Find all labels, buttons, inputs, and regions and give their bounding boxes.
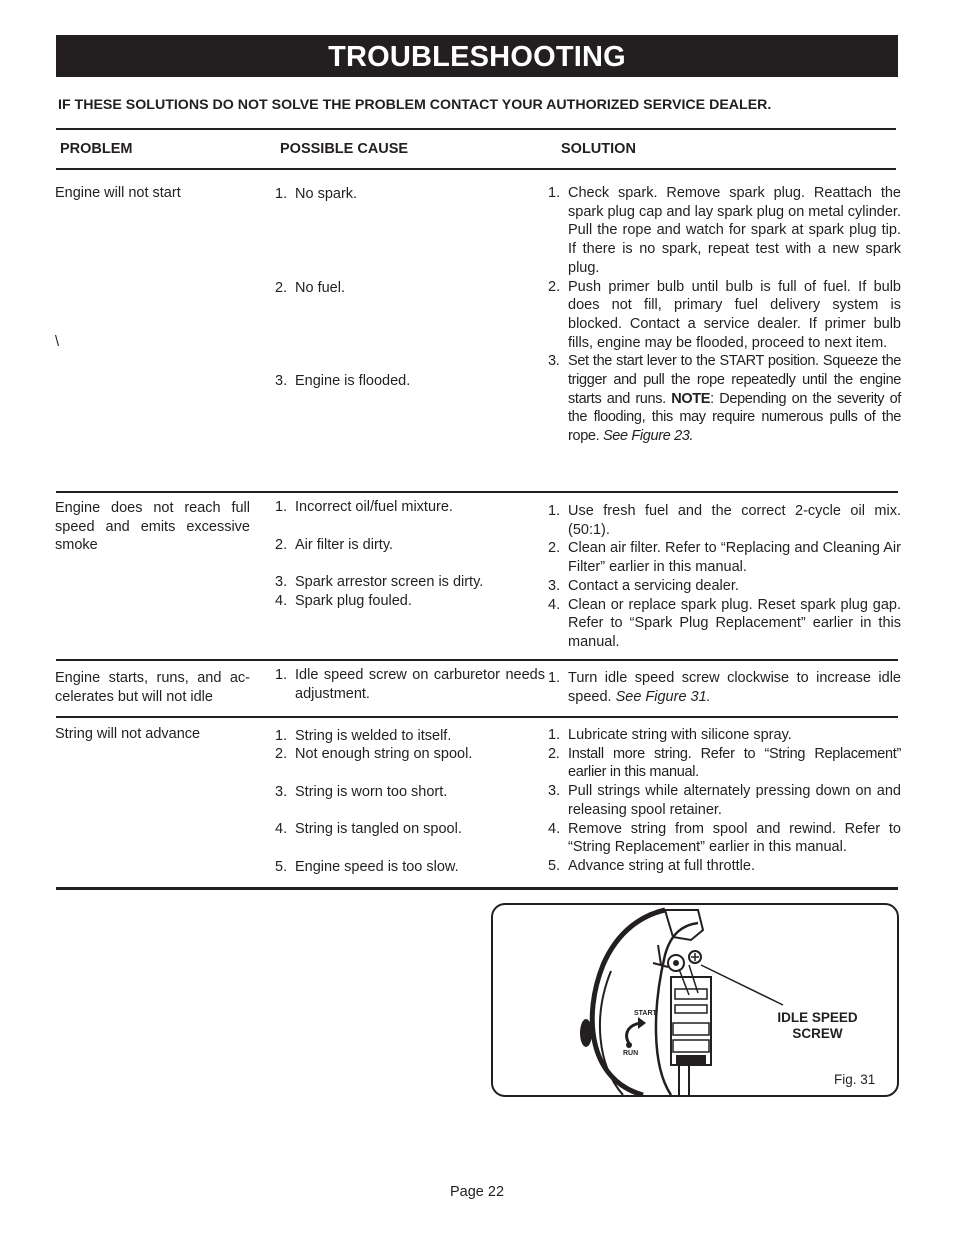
solutions-will-not-idle: [548, 669, 901, 706]
solution-item: 1. Lubricate string with silicone spray.: [548, 727, 792, 743]
lever-run-label: RUN: [623, 1050, 639, 1057]
figure-reference: See Figure 23.: [602, 428, 694, 445]
cause-item: 3. String is worn too short.: [275, 784, 448, 800]
header-solution: SOLUTION: [561, 141, 636, 157]
solution-item: 1. Check spark. Remove spark plug. Reattach the spark plug cap and lay spark plug on metal cylinder. Pull the rope and watch for spark at spark plug tip. If there is no spark, repeat test with a new spark plug.: [548, 185, 901, 276]
solution-item: 4. Clean or replace spark plug. Reset spark plug gap. Refer to “Spark Plug Replacement” earlier in this manual.: [548, 596, 901, 650]
service-notice: IF THESE SOLUTIONS DO NOT SOLVE THE PROBLEM CONTACT YOUR AUTHORIZED SERVICE DEALER.: [58, 97, 772, 113]
figure-31-frame: [491, 903, 899, 1097]
causes-not-full-speed: [275, 498, 525, 608]
cause-item: 5. Engine speed is too slow.: [275, 859, 459, 875]
solutions-not-full-speed: [548, 502, 901, 652]
row-rule: [56, 491, 898, 493]
header-cause: POSSIBLE CAUSE: [280, 141, 409, 157]
row-rule: [56, 716, 898, 718]
header-top-rule: [56, 128, 896, 130]
cause-item: 4. Spark plug fouled.: [275, 593, 412, 609]
problem-engine-not-start: Engine will not start: [55, 185, 181, 201]
header-bottom-rule: [56, 168, 896, 170]
cause-item: 3. Engine is flooded.: [275, 373, 411, 389]
carburetor-illustration: [493, 905, 897, 1095]
solution-item: 3. Contact a servicing dealer.: [548, 577, 739, 594]
cause-item: 1. Incorrect oil/fuel mixture.: [275, 499, 453, 515]
causes-engine-not-start: [275, 185, 525, 395]
stray-mark: \: [55, 334, 60, 350]
row-rule: [56, 659, 898, 661]
causes-string-not-advance: [275, 727, 525, 877]
callout-line: SCREW: [792, 1026, 843, 1041]
solution-item: 3. Set the start lever to the START position. Squeeze the trigger and pull the rope repeatedly until the engine starts and runs. NOTE: Depending on the severity of the flooding, this may require numerous pulls of the rope. See Figure 23.: [548, 353, 901, 445]
solution-item: 2. Install more string. Refer to “String Replacement” earlier in this manual.: [548, 745, 901, 781]
solution-item: 2. Push primer bulb until bulb is full of fuel. If bulb does not fill, primary fuel delivery system is blocked. Contact a service dealer. If primer bulb fills, engine may be flooded, proceed to next item.: [548, 278, 901, 351]
page-title: TROUBLESHOOTING: [56, 35, 898, 77]
solution-item: 3. Pull strings while alternately pressing down on and releasing spool retainer.: [548, 783, 901, 818]
figure-caption: Fig. 31: [834, 1072, 876, 1087]
solution-item: 1. Turn idle speed screw clockwise to increase idle speed. See Figure 31.: [548, 670, 901, 705]
problem-string-not-advance: String will not advance: [55, 726, 201, 742]
lever-start-label: START: [634, 1010, 657, 1017]
cause-item: 3. Spark arrestor screen is dirty.: [275, 574, 484, 590]
cause-item: 2. No fuel.: [275, 280, 345, 296]
solutions-engine-not-start: [548, 184, 901, 446]
header-problem: PROBLEM: [60, 141, 133, 157]
page-number: Page 22: [449, 1184, 505, 1200]
cause-item: 2. Not enough string on spool.: [275, 746, 473, 762]
cause-item: 2. Air filter is dirty.: [275, 537, 394, 553]
solution-item: 2. Clean air filter. Refer to “Replacing and Cleaning Air Filter” earlier in this manual.: [548, 540, 901, 576]
problem-not-full-speed: Engine does not reach full speed and emits excessive smoke: [55, 500, 250, 554]
cause-item: 1. String is welded to itself.: [275, 728, 452, 744]
causes-will-not-idle: [275, 666, 545, 706]
callout-line: IDLE SPEED: [777, 1010, 858, 1025]
table-bottom-rule: [56, 887, 898, 890]
solution-item: 4. Remove string from spool and rewind. Refer to “String Replacement” earlier in this manual.: [548, 820, 901, 856]
note-label: NOTE: [671, 390, 711, 407]
solution-item: 5. Advance string at full throttle.: [548, 857, 755, 874]
cause-item: 1. Idle speed screw on carburetor needs adjustment.: [275, 667, 545, 702]
problem-will-not-idle: Engine starts, runs, and ac-celerates but will not idle: [55, 670, 250, 705]
figure-reference: See Figure 31.: [615, 688, 711, 705]
idle-speed-screw-callout: [765, 1010, 870, 1042]
solutions-string-not-advance: [548, 726, 901, 876]
cause-item: 1. No spark.: [275, 186, 358, 202]
cause-item: 4. String is tangled on spool.: [275, 821, 462, 837]
solution-item: 1. Use fresh fuel and the correct 2-cycle oil mix. (50:1).: [548, 503, 901, 538]
